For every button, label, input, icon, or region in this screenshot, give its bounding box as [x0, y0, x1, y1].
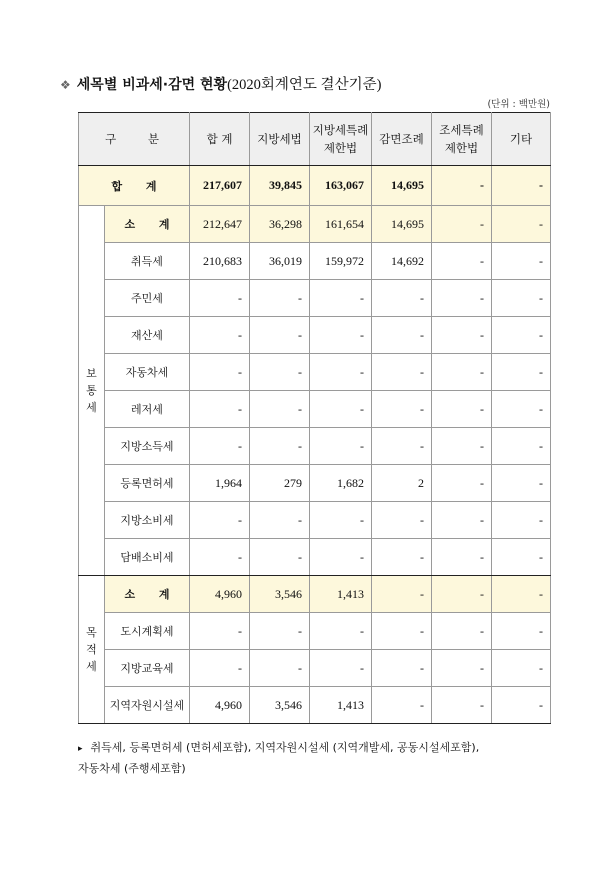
value-cell: -: [372, 650, 432, 687]
value-cell: -: [492, 576, 551, 613]
value-cell: -: [432, 539, 492, 576]
value-cell: -: [250, 502, 310, 539]
value-cell: -: [492, 539, 551, 576]
value-cell: -: [310, 354, 372, 391]
value-cell: 161,654: [310, 206, 372, 243]
value-cell: 212,647: [190, 206, 250, 243]
value-cell: -: [372, 576, 432, 613]
value-cell: 163,067: [310, 166, 372, 206]
value-cell: -: [190, 428, 250, 465]
group-name: 보통세: [86, 367, 97, 414]
row-label: 도시계획세: [105, 613, 190, 650]
row-label: 소 계: [105, 206, 190, 243]
column-header: 지방세법: [250, 113, 310, 166]
title-main: 세목별 비과세·감면 현황: [76, 77, 228, 93]
group-label: [79, 576, 105, 724]
value-cell: -: [492, 502, 551, 539]
value-cell: 1,682: [310, 465, 372, 502]
row-label: 취득세: [105, 243, 190, 280]
column-header: 합 계: [190, 113, 250, 166]
row-label: 소 계: [105, 576, 190, 613]
value-cell: -: [190, 613, 250, 650]
value-cell: -: [372, 687, 432, 724]
value-cell: -: [372, 391, 432, 428]
row-label: 주민세: [105, 280, 190, 317]
value-cell: -: [432, 465, 492, 502]
value-cell: 1,413: [310, 576, 372, 613]
value-cell: -: [432, 428, 492, 465]
row-label: 지방교육세: [105, 650, 190, 687]
tax-exemption-table: [78, 112, 551, 724]
value-cell: -: [372, 539, 432, 576]
table-row: [79, 428, 551, 465]
row-label: 합 계: [79, 166, 190, 206]
total-row: [79, 166, 551, 206]
value-cell: 36,298: [250, 206, 310, 243]
row-label: 등록면허세: [105, 465, 190, 502]
table-row: [79, 613, 551, 650]
row-label: 지방소비세: [105, 502, 190, 539]
column-header: 구 분: [79, 113, 190, 166]
value-cell: 279: [250, 465, 310, 502]
value-cell: 14,692: [372, 243, 432, 280]
subtotal-row: [79, 576, 551, 613]
value-cell: -: [310, 428, 372, 465]
value-cell: -: [492, 687, 551, 724]
value-cell: -: [432, 354, 492, 391]
subtotal-row: [79, 206, 551, 243]
value-cell: 159,972: [310, 243, 372, 280]
value-cell: -: [372, 502, 432, 539]
row-label: 지방소득세: [105, 428, 190, 465]
value-cell: 217,607: [190, 166, 250, 206]
value-cell: 3,546: [250, 687, 310, 724]
value-cell: -: [492, 613, 551, 650]
row-label: 담배소비세: [105, 539, 190, 576]
value-cell: -: [190, 502, 250, 539]
table-row: [79, 354, 551, 391]
page-title: [60, 73, 381, 94]
value-cell: -: [190, 354, 250, 391]
value-cell: -: [492, 354, 551, 391]
group-label: [79, 206, 105, 576]
value-cell: -: [372, 317, 432, 354]
value-cell: -: [310, 613, 372, 650]
footnote: [78, 738, 568, 778]
footnote-line-2: 자동차세 (주행세포함): [78, 762, 186, 775]
value-cell: -: [432, 613, 492, 650]
value-cell: -: [492, 428, 551, 465]
value-cell: -: [432, 391, 492, 428]
table-row: [79, 502, 551, 539]
table-row: [79, 687, 551, 724]
value-cell: -: [310, 650, 372, 687]
value-cell: -: [432, 650, 492, 687]
value-cell: 3,546: [250, 576, 310, 613]
value-cell: -: [250, 539, 310, 576]
value-cell: -: [190, 391, 250, 428]
value-cell: -: [310, 539, 372, 576]
value-cell: -: [492, 650, 551, 687]
value-cell: -: [492, 391, 551, 428]
table-row: [79, 539, 551, 576]
value-cell: -: [372, 280, 432, 317]
value-cell: -: [310, 502, 372, 539]
value-cell: -: [250, 280, 310, 317]
value-cell: -: [432, 166, 492, 206]
footnote-line-1: 취득세, 등록면허세 (면허세포함), 지역자원시설세 (지역개발세, 공동시설세포함),: [90, 741, 480, 754]
value-cell: -: [492, 243, 551, 280]
value-cell: -: [432, 687, 492, 724]
value-cell: -: [432, 280, 492, 317]
group-name: 목적세: [86, 626, 97, 673]
unit-label: (단위 : 백만원): [487, 99, 550, 110]
row-label: 재산세: [105, 317, 190, 354]
value-cell: 14,695: [372, 166, 432, 206]
value-cell: -: [492, 206, 551, 243]
value-cell: -: [190, 317, 250, 354]
column-header: 기타: [492, 113, 551, 166]
table-row: [79, 317, 551, 354]
value-cell: 14,695: [372, 206, 432, 243]
value-cell: -: [190, 280, 250, 317]
column-header: 감면조례: [372, 113, 432, 166]
value-cell: 4,960: [190, 687, 250, 724]
value-cell: -: [372, 428, 432, 465]
value-cell: -: [432, 576, 492, 613]
value-cell: 210,683: [190, 243, 250, 280]
value-cell: -: [190, 539, 250, 576]
value-cell: -: [310, 280, 372, 317]
table-row: [79, 391, 551, 428]
value-cell: -: [432, 502, 492, 539]
value-cell: -: [250, 354, 310, 391]
value-cell: 39,845: [250, 166, 310, 206]
row-label: 지역자원시설세: [105, 687, 190, 724]
title-year-note: (2020회계연도 결산기준): [227, 77, 382, 93]
value-cell: -: [310, 317, 372, 354]
value-cell: -: [250, 391, 310, 428]
value-cell: -: [432, 243, 492, 280]
value-cell: -: [250, 613, 310, 650]
value-cell: -: [250, 317, 310, 354]
table-row: [79, 243, 551, 280]
value-cell: 1,964: [190, 465, 250, 502]
value-cell: -: [492, 465, 551, 502]
column-header: 조세특례 제한법: [432, 113, 492, 166]
value-cell: -: [310, 391, 372, 428]
value-cell: -: [492, 280, 551, 317]
value-cell: 4,960: [190, 576, 250, 613]
value-cell: -: [492, 166, 551, 206]
value-cell: -: [492, 317, 551, 354]
value-cell: 1,413: [310, 687, 372, 724]
value-cell: -: [250, 650, 310, 687]
value-cell: -: [432, 317, 492, 354]
value-cell: -: [432, 206, 492, 243]
row-label: 레저세: [105, 391, 190, 428]
table-row: [79, 650, 551, 687]
table-row: [79, 465, 551, 502]
value-cell: -: [372, 354, 432, 391]
table-row: [79, 280, 551, 317]
triangle-bullet-icon: ▸: [78, 744, 83, 754]
column-header: 지방세특례 제한법: [310, 113, 372, 166]
value-cell: -: [372, 613, 432, 650]
value-cell: -: [190, 650, 250, 687]
diamond-bullet-icon: ❖: [60, 78, 71, 92]
row-label: 자동차세: [105, 354, 190, 391]
value-cell: 36,019: [250, 243, 310, 280]
value-cell: 2: [372, 465, 432, 502]
value-cell: -: [250, 428, 310, 465]
